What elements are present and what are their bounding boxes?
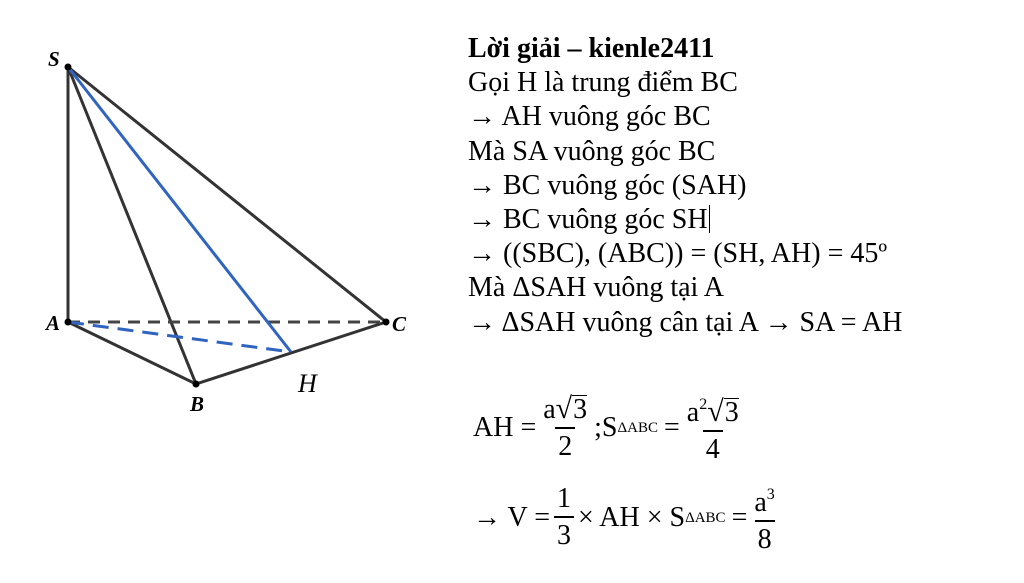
solution-text [468,32,902,340]
fraction-ah [540,391,590,463]
radicand: 3 [573,393,588,425]
solution-line-8: → ΔSAH vuông cân tại A → SA = AH [468,306,903,338]
fraction-area-denominator: 4 [703,430,723,466]
fraction-area-numerator [684,390,742,430]
formula-ah-area [473,390,746,466]
radicand-2: 3 [724,397,739,428]
formula1-lhs: AH = [473,412,537,443]
exponent-3: 3 [766,486,775,503]
label-A: A [46,311,61,335]
solution-line-7: Mà ΔSAH vuông tại A [468,272,725,304]
vertex-B [193,381,200,388]
solution-line-4: → BC vuông góc (SAH) [468,169,747,201]
numerator-a3: a [754,487,767,518]
fraction-area [684,390,742,466]
solution-line-6: → ((SBC), (ABC)) = (SH, AH) = 45º [468,238,888,270]
fraction-volume-denominator: 8 [755,520,775,556]
fraction-one-third-numerator: 1 [557,483,571,514]
segment-SH [68,67,291,352]
sqrt-symbol: √ 3 [555,391,588,425]
fraction-one-third [554,484,574,552]
numerator-a: a [543,393,556,425]
solution-line-2: → AH vuông góc BC [468,101,711,133]
fraction-volume-numerator [751,480,777,520]
vertex-C [383,319,390,326]
formula1-separator: ;S [594,412,618,443]
formula1-equals: = [664,412,680,443]
sqrt-symbol-2: √ 3 [707,395,739,428]
formula1-subscript: ΔABC [617,419,658,436]
fraction-one-third-denominator: 3 [554,516,574,552]
exponent-2: 2 [699,396,708,413]
label-S: S [48,47,60,71]
label-C: C [392,312,407,336]
formula2-middle: × AH × S [578,502,686,533]
solution-line-5 [468,203,902,237]
solution-line-5-text: → BC vuông góc SH [468,204,708,236]
formula2-lhs: → V = [473,502,550,533]
fraction-volume [751,480,777,556]
numerator-a2: a [686,397,700,428]
solution-line-1: Gọi H là trung điểm BC [468,67,738,99]
edge-SC [68,67,386,322]
text-cursor [709,205,710,233]
vertex-A [65,319,72,326]
fraction-ah-numerator [540,391,590,427]
solution-title: Lời giải – kienle2411 [468,33,715,64]
formula2-equals: = [731,502,748,533]
formula-volume [473,480,782,556]
vertex-S [65,64,72,71]
fraction-ah-denominator: 2 [555,427,575,463]
label-B: B [190,392,205,416]
edge-BC [196,322,386,384]
solution-line-3: Mà SA vuông góc BC [468,135,716,167]
label-H: H [298,369,317,398]
formula2-subscript: ΔABC [685,509,726,526]
pyramid-figure [0,0,460,583]
